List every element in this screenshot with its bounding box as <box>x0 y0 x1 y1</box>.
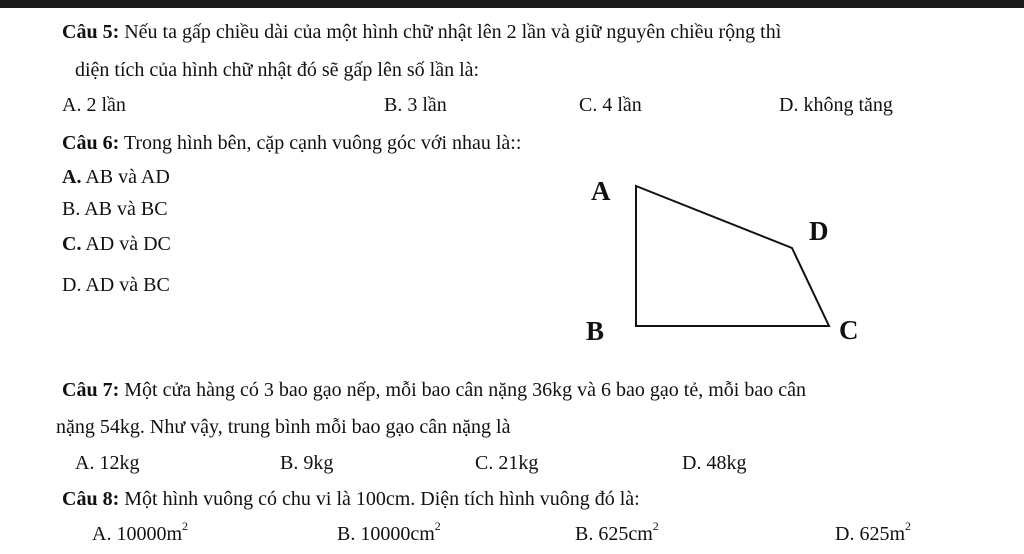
q5-option-b[interactable]: B. 3 lần <box>384 94 447 116</box>
q7-question-line1 <box>62 378 806 402</box>
q7-option-d[interactable]: D. 48kg <box>682 452 747 474</box>
q5-option-c[interactable]: C. 4 lần <box>579 94 642 116</box>
q7-text-line1: Một cửa hàng có 3 bao gạo nếp, mỗi bao cân nặng 36kg và 6 bao gạo tẻ, mỗi bao cân <box>119 379 806 401</box>
q6-option-c-text: AD và DC <box>81 233 171 255</box>
q8-option-d-text: D. 625m <box>835 523 905 545</box>
q6-option-d-letter: D. <box>62 274 82 296</box>
quadrilateral-abcd <box>636 186 829 326</box>
q8-option-c[interactable] <box>575 519 659 546</box>
q8-label: Câu 8: <box>62 488 120 510</box>
q6-text: Trong hình bên, cặp cạnh vuông góc với nhau là:: <box>119 132 522 154</box>
q8-option-a-exponent: 2 <box>182 519 188 534</box>
q6-option-d-text: AD và BC <box>81 274 170 296</box>
q6-label: Câu 6: <box>62 132 120 154</box>
q8-option-c-text: B. 625cm <box>575 523 653 545</box>
vertex-label-c: C <box>839 315 859 345</box>
q8-option-a-text: A. 10000m <box>92 523 182 545</box>
q8-option-c-exponent: 2 <box>652 519 659 534</box>
q8-option-b-text: B. 10000cm <box>337 523 435 545</box>
q5-text-line2: diện tích của hình chữ nhật đó sẽ gấp lên số lần là: <box>75 59 480 81</box>
q8-option-b-exponent: 2 <box>434 519 441 534</box>
q8-option-a[interactable] <box>92 519 188 546</box>
q6-option-c-letter: C. <box>62 233 82 255</box>
q7-option-a[interactable]: A. 12kg <box>75 452 140 474</box>
q6-option-b-letter: B. <box>62 198 81 220</box>
q8-option-d-exponent: 2 <box>905 519 911 534</box>
q5-option-d[interactable]: D. không tăng <box>779 94 893 116</box>
q5-option-a[interactable]: A. 2 lần <box>62 94 126 116</box>
q6-option-a-text: AB và AD <box>81 166 170 188</box>
q5-text-line1: Nếu ta gấp chiều dài của một hình chữ nhật lên 2 lần và giữ nguyên chiều rộng thì <box>119 21 782 43</box>
vertex-label-a: A <box>591 176 611 206</box>
vertex-label-b: B <box>586 316 605 346</box>
q8-option-b[interactable] <box>337 519 441 546</box>
q6-option-b-text: AB và BC <box>80 198 168 220</box>
q7-option-b[interactable]: B. 9kg <box>280 452 334 474</box>
q7-text-line2: nặng 54kg. Như vậy, trung bình mỗi bao gạo cân nặng là <box>56 416 511 438</box>
q7-label: Câu 7: <box>62 379 120 401</box>
q7-option-c[interactable]: C. 21kg <box>475 452 539 474</box>
q8-text: Một hình vuông có chu vi là 100cm. Diện tích hình vuông đó là: <box>119 488 640 510</box>
q5-label: Câu 5: <box>62 21 120 43</box>
q6-option-a-letter: A. <box>62 166 82 188</box>
q8-option-d[interactable] <box>835 519 911 546</box>
vertex-label-d: D <box>809 216 829 246</box>
q8-question <box>62 487 640 511</box>
